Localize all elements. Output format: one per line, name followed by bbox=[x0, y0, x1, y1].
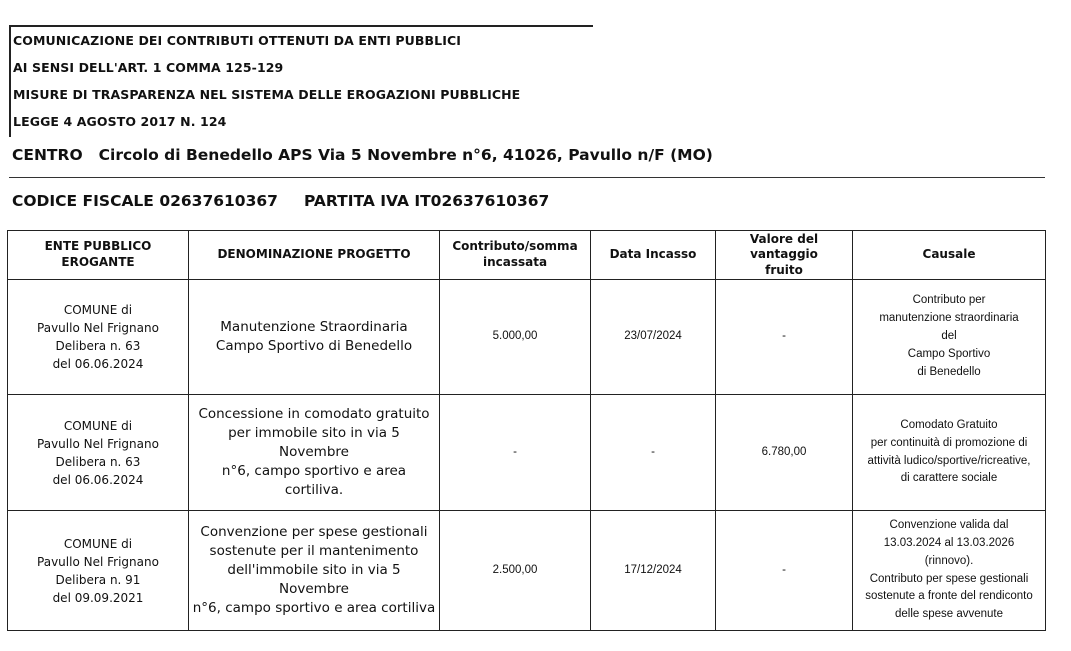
cell-progetto: Manutenzione Straordinaria Campo Sportivo di Benedello bbox=[189, 280, 440, 395]
header-line-3: MISURE DI TRASPARENZA NEL SISTEMA DELLE EROGAZIONI PUBBLICHE bbox=[13, 87, 521, 102]
cell-valore: 6.780,00 bbox=[716, 395, 853, 511]
cell-valore: - bbox=[716, 511, 853, 631]
table-row bbox=[8, 511, 1046, 631]
cell-contributo: - bbox=[440, 395, 591, 511]
cell-contributo: 5.000,00 bbox=[440, 280, 591, 395]
cell-data: 23/07/2024 bbox=[591, 280, 716, 395]
cell-data: - bbox=[591, 395, 716, 511]
table-header-row bbox=[8, 231, 1046, 280]
contributions-table bbox=[7, 230, 1046, 631]
table-row bbox=[8, 280, 1046, 395]
table-row bbox=[8, 395, 1046, 511]
col-header-progetto: DENOMINAZIONE PROGETTO bbox=[189, 231, 440, 280]
cell-valore: - bbox=[716, 280, 853, 395]
header-line-2: AI SENSI DELL'ART. 1 COMMA 125-129 bbox=[13, 60, 284, 75]
cell-causale: Comodato Gratuito per continuità di promozione di attività ludico/sportive/ricreative, di carattere sociale bbox=[853, 395, 1046, 511]
codice-fiscale-value: 02637610367 bbox=[159, 192, 278, 210]
col-header-valore: Valore del vantaggio fruito bbox=[716, 231, 853, 280]
cell-ente: COMUNE di Pavullo Nel Frignano Delibera n. 63 del 06.06.2024 bbox=[8, 280, 189, 395]
partita-iva-value: IT02637610367 bbox=[414, 192, 550, 210]
header-line-1: COMUNICAZIONE DEI CONTRIBUTI OTTENUTI DA ENTI PUBBLICI bbox=[13, 33, 462, 48]
col-header-ente: ENTE PUBBLICO EROGANTE bbox=[8, 231, 189, 280]
cell-progetto: Concessione in comodato gratuito per immobile sito in via 5 Novembre n°6, campo sportivo e area cortiliva. bbox=[189, 395, 440, 511]
cell-contributo: 2.500,00 bbox=[440, 511, 591, 631]
cell-data: 17/12/2024 bbox=[591, 511, 716, 631]
partita-iva-label: PARTITA IVA bbox=[303, 192, 409, 210]
cell-ente: COMUNE di Pavullo Nel Frignano Delibera n. 63 del 06.06.2024 bbox=[8, 395, 189, 511]
centro-label: CENTRO bbox=[12, 146, 83, 164]
centro-value: Circolo di Benedello APS Via 5 Novembre n°6, 41026, Pavullo n/F (MO) bbox=[98, 146, 713, 164]
cell-causale: Convenzione valida dal 13.03.2024 al 13.03.2026 (rinnovo). Contributo per spese gestionali sostenute a fronte del rendiconto delle spese avvenute bbox=[853, 511, 1046, 631]
col-header-causale: Causale bbox=[853, 231, 1046, 280]
header-line-4: LEGGE 4 AGOSTO 2017 N. 124 bbox=[13, 114, 227, 129]
fiscal-line bbox=[12, 192, 549, 210]
col-header-data: Data Incasso bbox=[591, 231, 716, 280]
cell-ente: COMUNE di Pavullo Nel Frignano Delibera n. 91 del 09.09.2021 bbox=[8, 511, 189, 631]
cell-progetto: Convenzione per spese gestionali sostenute per il mantenimento dell'immobile sito in via 5 Novembre n°6, campo sportivo e area cortiliva bbox=[189, 511, 440, 631]
col-header-contributo: Contributo/somma incassata bbox=[440, 231, 591, 280]
divider bbox=[9, 177, 1045, 178]
centro-line bbox=[12, 146, 713, 164]
cell-causale: Contributo per manutenzione straordinaria del Campo Sportivo di Benedello bbox=[853, 280, 1046, 395]
codice-fiscale-label: CODICE FISCALE bbox=[12, 192, 154, 210]
